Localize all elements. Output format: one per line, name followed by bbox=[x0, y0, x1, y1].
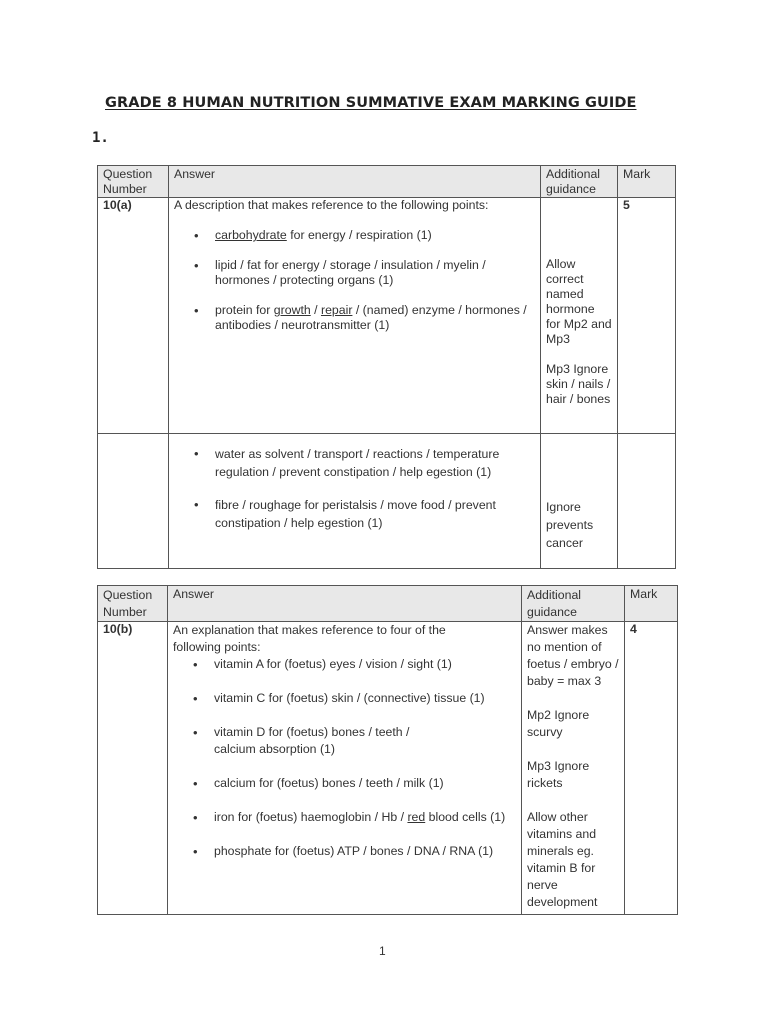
answer-cell bbox=[169, 431, 541, 568]
answer-point: • water as solvent / transport / reactions / temperature regulation / prevent constipation / help egestion (1) bbox=[174, 445, 535, 481]
page-title: GRADE 8 HUMAN NUTRITION SUMMATIVE EXAM MARKING GUIDE bbox=[105, 95, 637, 111]
guidance-note: Mp3 Ignore rickets bbox=[527, 759, 590, 790]
header-additional-guidance: Additional guidance bbox=[541, 166, 618, 198]
table-header-row bbox=[98, 166, 676, 198]
header-mark: Mark bbox=[618, 166, 676, 198]
table-row bbox=[98, 431, 676, 568]
page-number: 1 bbox=[379, 944, 386, 958]
table-row bbox=[98, 198, 676, 434]
header-answer: Answer bbox=[168, 586, 522, 622]
answer-point: • iron for (foetus) haemoglobin / Hb / red blood cells (1) bbox=[173, 809, 516, 826]
question-label: 1. bbox=[92, 130, 109, 146]
guidance-note: Mp3 Ignore skin / nails / hair / bones bbox=[546, 362, 611, 406]
answer-point: • vitamin D for (foetus) bones / teeth / calcium absorption (1) bbox=[173, 724, 516, 758]
header-question-number: Question Number bbox=[98, 166, 169, 198]
table-row bbox=[98, 622, 678, 915]
mark-value: 5 bbox=[618, 198, 676, 434]
underlined-term: carbohydrate bbox=[215, 228, 287, 242]
answer-cell bbox=[169, 198, 541, 434]
marking-table-10b bbox=[97, 585, 678, 915]
guidance-note: Allow correct named hormone for Mp2 and Mp3 bbox=[546, 257, 612, 346]
header-answer: Answer bbox=[169, 166, 541, 198]
answer-point: • protein for growth / repair / (named) enzyme / hormones / antibodies / neurotransmitter (1) bbox=[174, 303, 535, 333]
guidance-cell bbox=[541, 198, 618, 434]
guidance-note: Ignore prevents cancer bbox=[546, 500, 594, 550]
answer-point: • calcium for (foetus) bones / teeth / milk (1) bbox=[173, 775, 516, 792]
guidance-cell bbox=[522, 622, 625, 915]
answer-point: • lipid / fat for energy / storage / insulation / myelin / hormones / protecting organs (1) bbox=[174, 258, 535, 288]
question-number: 10(a) bbox=[98, 198, 169, 434]
answer-point: • fibre / roughage for peristalsis / move food / prevent constipation / help egestion (1) bbox=[174, 496, 535, 532]
answer-point: • vitamin C for (foetus) skin / (connective) tissue (1) bbox=[173, 690, 516, 707]
guidance-note: Allow other vitamins and minerals eg. vitamin B for nerve development bbox=[527, 810, 598, 909]
mark-value bbox=[618, 431, 676, 568]
marking-table-10a bbox=[97, 165, 676, 434]
answer-cell bbox=[168, 622, 522, 915]
answer-point: • carbohydrate for energy / respiration (1) bbox=[174, 228, 535, 243]
underlined-term: repair bbox=[320, 303, 353, 317]
answer-lead: A description that makes reference to the following points: bbox=[174, 198, 489, 212]
marking-table-10a-continued bbox=[97, 431, 676, 569]
question-number bbox=[98, 431, 169, 568]
header-mark: Mark bbox=[625, 586, 678, 622]
guidance-note: Mp2 Ignore scurvy bbox=[527, 708, 590, 739]
underlined-term: red bbox=[407, 810, 426, 824]
table-header-row bbox=[98, 586, 678, 622]
question-number: 10(b) bbox=[98, 622, 168, 915]
header-additional-guidance: Additional guidance bbox=[522, 586, 625, 622]
mark-value: 4 bbox=[625, 622, 678, 915]
header-question-number: Question Number bbox=[98, 586, 168, 622]
answer-lead: An explanation that makes reference to four of the following points: bbox=[173, 623, 446, 654]
underlined-term: growth bbox=[273, 303, 311, 317]
answer-point: • phosphate for (foetus) ATP / bones / DNA / RNA (1) bbox=[173, 843, 516, 860]
guidance-cell bbox=[541, 431, 618, 568]
guidance-note: Answer makes no mention of foetus / embryo / baby = max 3 bbox=[527, 623, 619, 688]
answer-point: • vitamin A for (foetus) eyes / vision / sight (1) bbox=[173, 656, 516, 673]
